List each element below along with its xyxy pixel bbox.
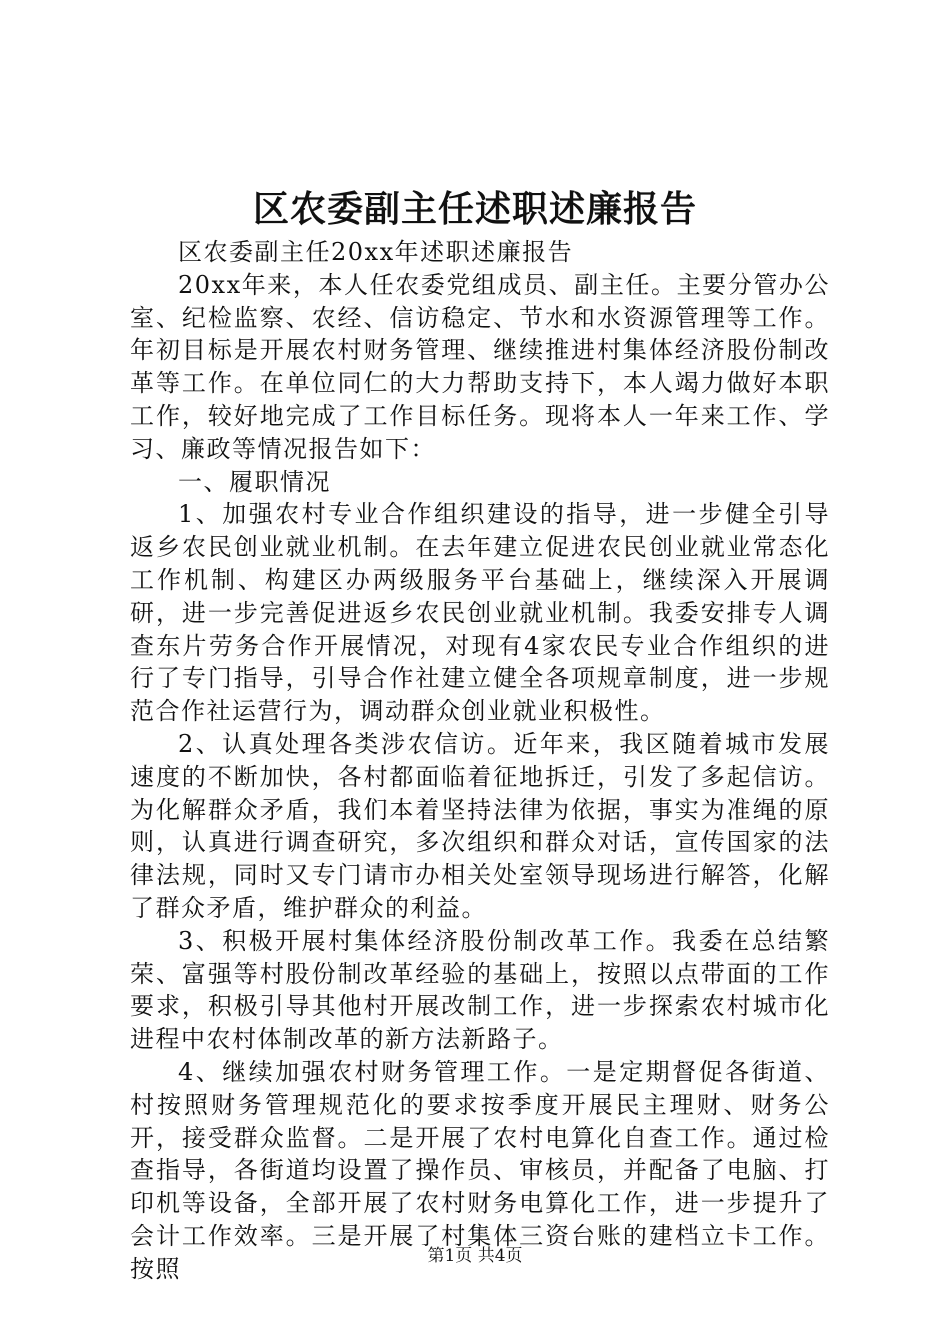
report-subtitle: 区农委副主任20xx年述职述廉报告 — [178, 238, 574, 266]
body-paragraph: 1、加强农村专业合作组织建设的指导，进一步健全引导返乡农民创业就业机制。在去年建立促进农民创业就业常态化工作机制、构建区办两级服务平台基础上，继续深入开展调研，进一步完善促进返乡农民创业就业机制。我委安排专人调查东片劳务合作开展情况，对现有4家农民专业合作组织的进行了专门指导，引导合作社建立健全各项规章制度，进一步规范合作社运营行为，调动群众创业就业积极性。 — [130, 500, 830, 726]
section-heading: 一、履职情况 — [178, 467, 331, 496]
body-paragraph: 4、继续加强农村财务管理工作。一是定期督促各街道、村按照财务管理规范化的要求按季度开展民主理财、财务公开，接受群众监督。二是开展了农村电算化自查工作。通过检查指导，各街道均设置了操作员、审核员，并配备了电脑、打印机等设备，全部开展了农村财务电算化工作，进一步提升了会计工作效率。三是开展了村集体三资台账的建档立卡工作。按照 — [130, 1057, 830, 1283]
document-title: 区农委副主任述职述廉报告 — [252, 188, 697, 230]
document-body — [130, 236, 830, 1286]
page-number: 第1页 共4页 — [427, 1246, 523, 1266]
body-paragraph: 2、认真处理各类涉农信访。近年来，我区随着城市发展速度的不断加快，各村都面临着征地拆迁，引发了多起信访。为化解群众矛盾，我们本着坚持法律为依据，事实为准绳的原则，认真进行调查研究，多次组织和群众对话，宣传国家的法律法规，同时又专门请市办相关处室领导现场进行解答，化解了群众矛盾，维护群众的利益。 — [130, 729, 830, 922]
intro-paragraph: 20xx年来，本人任农委党组成员、副主任。主要分管办公室、纪检监察、农经、信访稳定、节水和水资源管理等工作。年初目标是开展农村财务管理、继续推进村集体经济股份制改革等工作。在单位同仁的大力帮助支持下，本人竭力做好本职工作，较好地完成了工作目标任务。现将本人一年来工作、学习、廉政等情况报告如下： — [130, 270, 830, 463]
body-paragraph: 3、积极开展村集体经济股份制改革工作。我委在总结繁荣、富强等村股份制改革经验的基础上，按照以点带面的工作要求，积极引导其他村开展改制工作，进一步探索农村城市化进程中农村体制改革的新方法新路子。 — [130, 926, 830, 1054]
